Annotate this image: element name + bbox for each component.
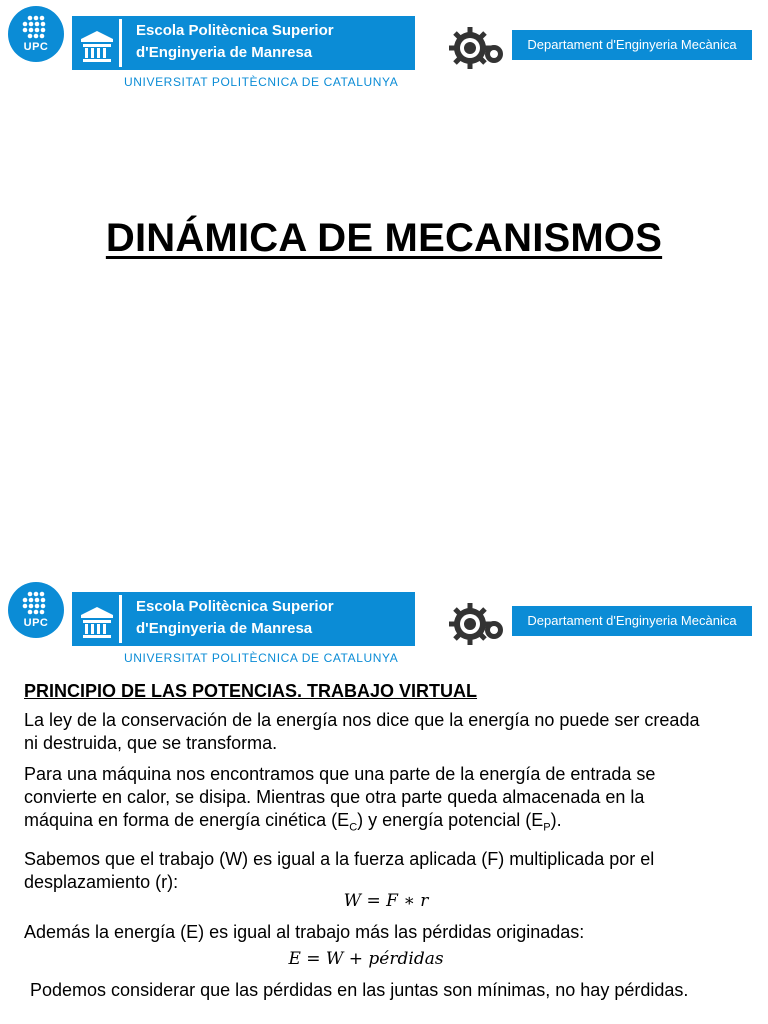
school-name-line2: d'Enginyeria de Manresa — [136, 44, 313, 61]
paragraph-3: Sabemos que el trabajo (W) es igual a la fuerza aplicada (F) multiplicada por el desplazamiento (r): — [24, 848, 655, 892]
gear-icon — [448, 600, 508, 648]
header-top — [0, 0, 768, 89]
school-banner — [72, 16, 415, 70]
upc-dots-icon — [22, 15, 50, 41]
header-second — [0, 576, 768, 665]
department-banner: Departament d'Enginyeria Mecànica — [512, 606, 752, 636]
page-title: DINÁMICA DE MECANISMOS — [105, 216, 663, 260]
school-name-line1: Escola Politècnica Superior — [136, 22, 334, 39]
formula-work: W = F ∗ r — [343, 890, 429, 911]
university-name: UNIVERSITAT POLITÈCNICA DE CATALUNYA — [124, 651, 399, 665]
paragraph-1: La ley de la conservación de la energía nos dice que la energía no puede ser creada ni destruida, que se transforma. — [24, 710, 700, 753]
university-name: UNIVERSITAT POLITÈCNICA DE CATALUNYA — [124, 75, 399, 89]
school-building-icon — [75, 595, 122, 643]
upc-dots-icon — [22, 591, 50, 617]
paragraph-2: Para una máquina nos encontramos que una parte de la energía de entrada se convierte en calor, se disipa. Mientras que otra parte queda almacenada en la máquina en forma de energía cinética $(E_C)$ y energía potencial $(E_P)$. — [24, 764, 656, 834]
upc-logo — [8, 6, 64, 62]
department-banner: Departament d'Enginyeria Mecànica — [512, 30, 752, 60]
school-building-icon — [75, 19, 122, 67]
paragraph-4: Además la energía (E) es igual al trabajo más las pérdidas originadas: — [24, 921, 585, 942]
content — [24, 680, 708, 1010]
paragraph-5: Podemos considerar que las pérdidas en las juntas son mínimas, no hay pérdidas. — [30, 979, 689, 1000]
school-banner — [72, 592, 415, 646]
formula-energy: E = W + pérdidas — [288, 948, 444, 969]
school-name-line1: Escola Politècnica Superior — [136, 598, 334, 615]
section-heading: PRINCIPIO DE LAS POTENCIAS. TRABAJO VIRTUAL — [24, 681, 478, 701]
gear-icon — [448, 24, 508, 72]
upc-label: UPC — [23, 617, 49, 629]
school-name-line2: d'Enginyeria de Manresa — [136, 620, 313, 637]
upc-logo — [8, 582, 64, 638]
upc-label: UPC — [23, 41, 49, 53]
